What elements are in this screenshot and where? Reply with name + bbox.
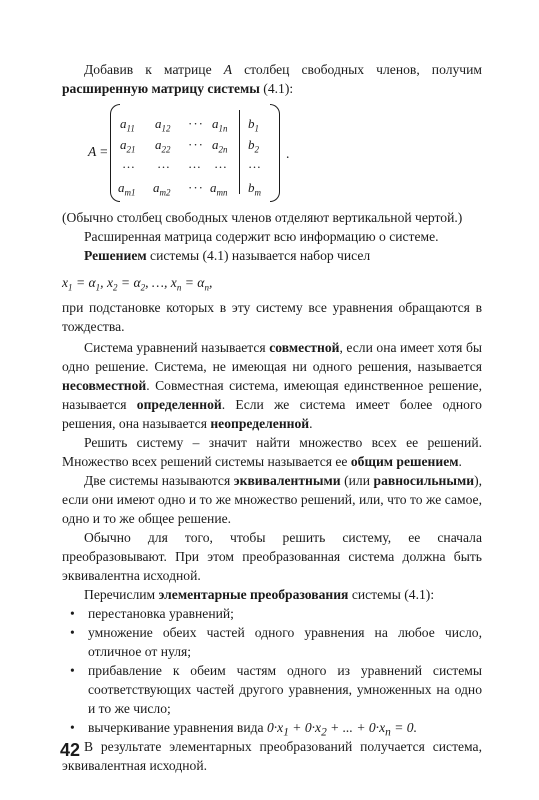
list-item: [62, 718, 482, 737]
term-bold: определенной: [136, 397, 222, 412]
matrix-cell: ···: [188, 137, 204, 152]
text: (или: [340, 473, 374, 488]
term-bold: общим решением: [350, 454, 459, 469]
augmented-matrix: [62, 102, 482, 206]
text: ), если они имеют одно и то же множество решений, или, что то же самое, одно и то же общее решение.: [62, 473, 482, 526]
text: Добавив к матрице: [84, 62, 224, 77]
text: Две системы называются: [84, 473, 234, 488]
text: .: [458, 454, 462, 469]
bullet-icon: •: [70, 606, 75, 621]
bullet-icon: •: [70, 625, 75, 640]
term-bold: расширенную матрицу системы: [62, 81, 260, 96]
paragraph-result: В результате элементарных преобразований получается система, эквивалентная исходной.: [62, 739, 482, 773]
period: .: [286, 146, 290, 161]
paragraph-solution-def: [62, 246, 482, 265]
list-item: [62, 661, 482, 718]
matrix-cell: ···: [188, 180, 204, 195]
paragraph-elementary: [62, 585, 482, 604]
paragraph-consistent: [62, 338, 482, 433]
right-bracket: [270, 104, 280, 202]
text: . Если же система имеет более одного решения, она называется: [62, 397, 482, 431]
list-formula: $0\cdot x_1 + 0\cdot x_2$ + ... + $0\cdot x_n = 0$.: [266, 720, 417, 739]
term-bold: неопределенной: [210, 416, 310, 431]
matrix-cell: $b_2$: [248, 137, 259, 155]
solution-formula: $x_1 = \alpha_1$, $x_2 = \alpha_2$, …, $x_n = \alpha_n$,: [62, 275, 213, 293]
paragraph-identity: при подстановке которых в эту систему все уравнения обращаются в тождества.: [62, 300, 482, 334]
text: .: [309, 416, 313, 431]
transform-list: [62, 604, 482, 737]
matrix-cell: $a_{11}$: [120, 116, 135, 134]
matrix-cell: $a_{22}$: [155, 137, 171, 155]
matrix-cell: $b_m$: [248, 180, 261, 198]
term-bold: совместной: [269, 340, 340, 355]
equals-sign: =: [100, 144, 108, 159]
page-number: 42: [60, 740, 81, 760]
matrix-cell: $a_{12}$: [155, 116, 171, 134]
matrix-cell: $a_{m2}$: [153, 180, 171, 198]
paragraph-info: Расширенная матрица содержит всю информацию о системе.: [84, 229, 439, 244]
text: . Совместная система, имеющая единственное решение, называется: [62, 378, 482, 412]
page-body: [62, 60, 482, 775]
text: Перечислим: [84, 587, 159, 602]
paragraph-transform: Обычно для того, чтобы решить систему, ее сначала преобразовывают. При этом преобразованная система должна быть эквивалентна исходной.: [62, 530, 482, 583]
term-bold: несовместной: [62, 378, 147, 393]
term-bold: равносильными: [373, 473, 475, 488]
matrix-cell: …: [248, 156, 262, 171]
matrix-cell: $b_1$: [248, 116, 259, 134]
matrix-symbol: A: [223, 62, 233, 77]
text: , если она имеет хотя бы одно решение. Система, не имеющая ни одного решения, называется: [62, 340, 482, 374]
matrix-cell: $a_{m1}$: [118, 180, 136, 198]
matrix-cell: …: [214, 156, 228, 171]
separator-bar: [239, 110, 240, 194]
term-bold: Решением: [84, 248, 147, 263]
matrix-cell: $a_{21}$: [120, 137, 136, 155]
list-item: [62, 623, 482, 661]
list-item-text: вычеркивание уравнения вида: [88, 720, 264, 735]
paragraph-intro: [62, 60, 482, 98]
paragraph-general-solution: [62, 433, 482, 471]
text: (4.1):: [259, 81, 294, 96]
matrix-cell: …: [188, 156, 202, 171]
text: системы (4.1) называется набор чисел: [146, 248, 371, 263]
list-item-text: умножение обеих частей одного уравнения на любое число, отличное от нуля;: [88, 625, 482, 659]
paragraph-equivalent: [62, 471, 482, 528]
text: Система уравнений называется: [84, 340, 270, 355]
list-item: [62, 604, 482, 623]
matrix-cell: $a_{2n}$: [212, 137, 228, 155]
text: столбец свободных членов, получим: [232, 62, 482, 77]
matrix-cell: …: [157, 156, 171, 171]
list-item-text: перестановка уравнений;: [88, 606, 234, 621]
matrix-cell: $a_{mn}$: [210, 180, 228, 198]
matrix-cell: ···: [188, 116, 204, 131]
matrix-cell: $a_{1n}$: [212, 116, 228, 134]
text: системы (4.1):: [348, 587, 435, 602]
list-item-text: прибавление к обеим частям одного из уравнений системы соответствующих частей другого уравнения, умноженных на одно и то же число;: [88, 663, 482, 716]
text: Решить систему – значит найти множество всех ее решений. Множество всех решений системы называется ее: [62, 435, 482, 469]
matrix-cell: …: [122, 156, 136, 171]
matrix-label: A: [88, 144, 97, 159]
bullet-icon: •: [70, 663, 75, 678]
term-bold: элементарные преобразования: [158, 587, 349, 602]
paragraph-note: (Обычно столбец свободных членов отделяют вертикальной чертой.): [62, 210, 463, 225]
bullet-icon: •: [70, 720, 75, 735]
term-bold: эквивалентными: [233, 473, 341, 488]
